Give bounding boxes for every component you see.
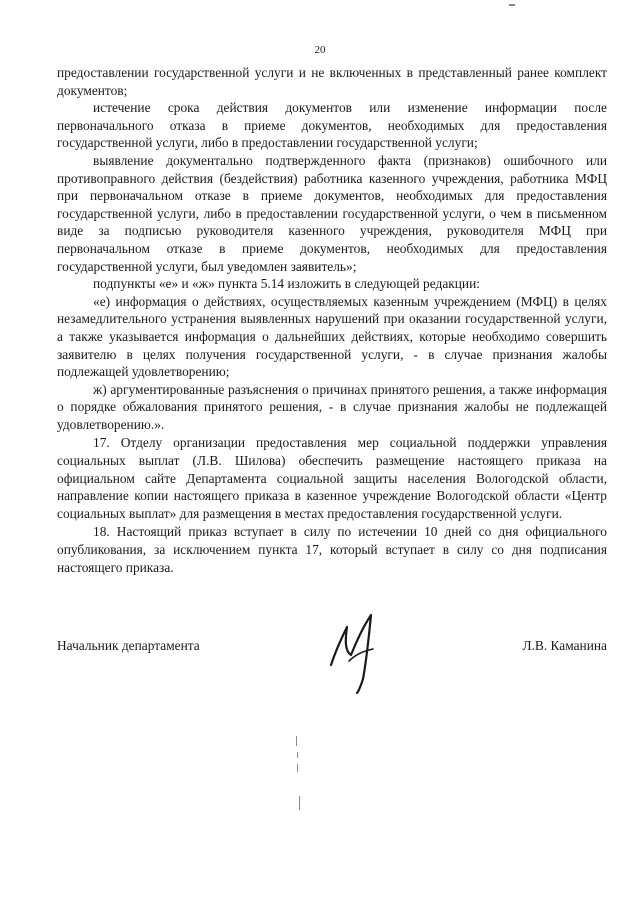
- scan-artifact: [297, 764, 298, 772]
- paragraph-item-17: 17. Отделу организации предоставления мер социальной поддержки управления социальных выплат (Л.В. Шилова) обеспечить размещение настоящего приказа на официальном сайте Департамента социальной защиты населения Вологодской области, направление копии настоящего приказа в казенное учреждение Вологодской области «Центр социальных выплат» для размещения в местах предоставления государственной услуги.: [57, 435, 607, 521]
- handwritten-signature: [325, 605, 395, 695]
- paragraph-continuation: предоставлении государственной услуги и не включенных в представленный ранее комплект документов;: [57, 65, 607, 98]
- paragraph-error-condition: выявление документально подтвержденного факта (признаков) ошибочного или противоправного действия (бездействия) работника казенного учреждения, работника МФЦ при первоначальном отказе в приеме документов, необходимых для предоставления государственной услуги, либо в предоставлении государственной услуги, о чем в письменном виде за подписью руководителя казенного учреждения, руководителя МФЦ при первоначальном отказе в приеме документов, необходимых для предоставления государственной услуги, был уведомлен заявитель»;: [57, 152, 607, 274]
- scan-artifact: [299, 796, 300, 810]
- paragraph-subpoint-zh: ж) аргументированные разъяснения о причинах принятого решения, а также информация о порядке обжалования принятого решения, - в случае признания жалобы не подлежащей удовлетворению.».: [57, 381, 607, 432]
- signer-name: Л.В. Каманина: [522, 638, 607, 653]
- scan-artifact: [296, 736, 297, 746]
- document-body: [57, 64, 607, 576]
- paragraph-subpoints-intro: подпункты «е» и «ж» пункта 5.14 изложить в следующей редакции:: [93, 276, 480, 292]
- scan-artifact: [297, 752, 298, 758]
- page-number: 20: [314, 44, 326, 56]
- paragraph-item-18: 18. Настоящий приказ вступает в силу по истечении 10 дней со дня официального опубликования, за исключением пункта 17, который вступает в силу со дня подписания настоящего приказа.: [57, 524, 607, 575]
- paragraph-expiry-condition: истечение срока действия документов или изменение информации после первоначального отказа в приеме документов, необходимых для предоставления государственной услуги, либо в предоставлении государственной услуги;: [57, 100, 607, 151]
- scan-artifact: [509, 4, 515, 6]
- signer-title: Начальник департамента: [57, 638, 200, 653]
- paragraph-subpoint-e: «е) информация о действиях, осуществляемых казенным учреждением (МФЦ) в целях незамедлительного устранения выявленных нарушений при оказании государственной услуги, а также указывается информация о дальнейших действиях, которые необходимо совершить заявителю в целях получения государственной услуги, - в случае признания жалобы подлежащей удовлетворению;: [57, 293, 607, 380]
